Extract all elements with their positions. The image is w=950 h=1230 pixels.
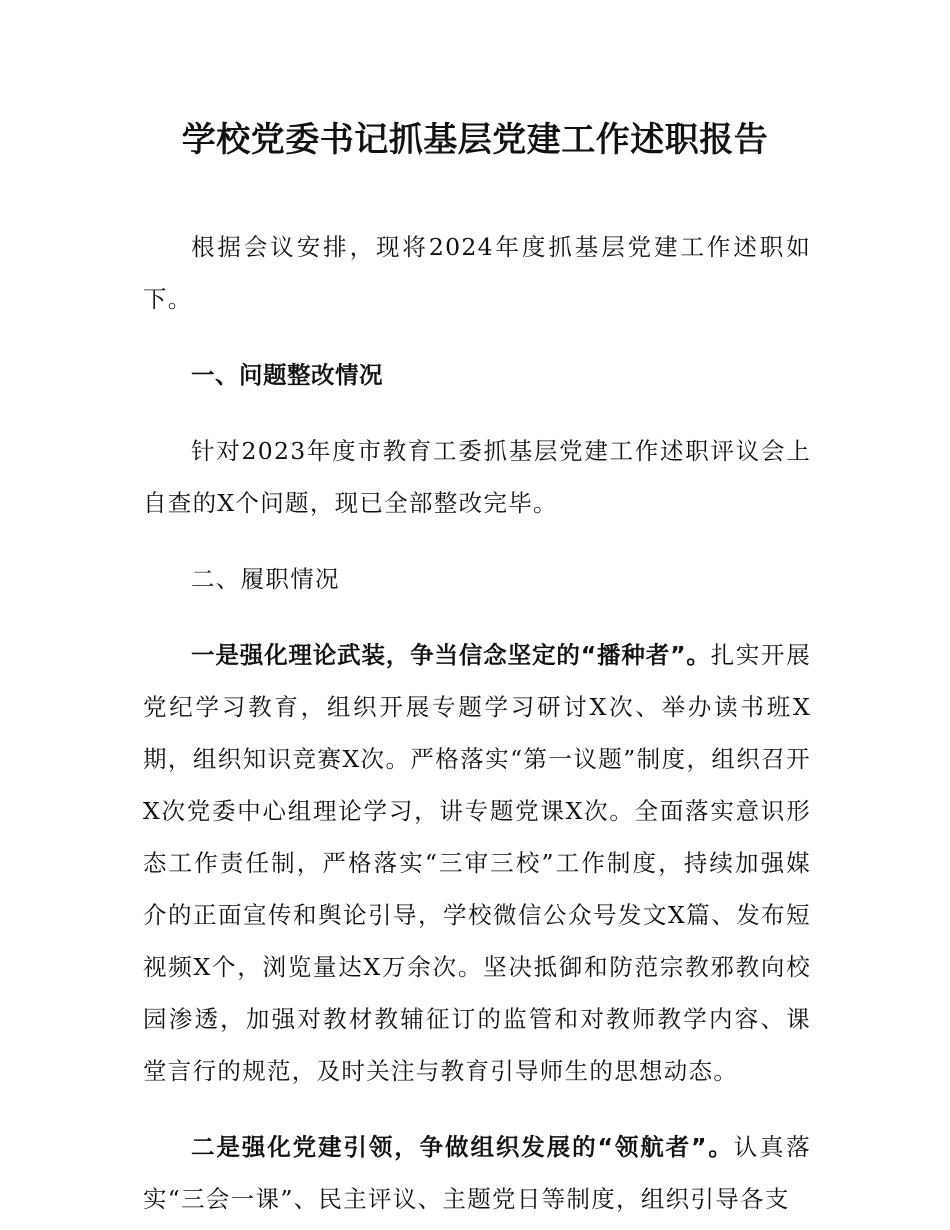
section-2-item-1-text: 扎实开展党纪学习教育，组织开展专题学习研讨X次、举办读书班X期，组织知识竞赛X次。严格落实“第一议题”制度，组织召开X次党委中心组理论学习，讲专题党课X次。全面落实意识形态工作责任制，严格落实“三审三校”工作制度，持续加强媒介的正面宣传和舆论引导，学校微信公众号发文X篇、发布短视频X个，浏览量达X万余次。坚决抵御和防范宗教邪教向校园渗透，加强对教材教辅征订的监管和对教师教学内容、课堂言行的规范，及时关注与教育引导师生的思想动态。	[143, 641, 812, 1085]
document-body	[143, 221, 811, 1225]
section-2-item-1-lead: 一是强化理论武装，争当信念坚定的“播种者”。	[191, 641, 711, 669]
section-1-heading-text: 一、问题整改情况	[191, 361, 383, 389]
section-2-item-2-paragraph	[143, 1121, 811, 1225]
section-1-heading	[143, 349, 811, 401]
section-2-item-2-text: 认真落实“三会一课”、民主评议、主题党日等制度，组织引导各支	[143, 1133, 812, 1213]
section-2-heading	[143, 553, 811, 605]
section-2-item-1-paragraph	[143, 629, 811, 1097]
section-1-paragraph: 针对2023年度市教育工委抓基层党建工作述职评议会上自查的X个问题，现已全部整改完毕。	[143, 437, 811, 517]
intro-paragraph: 根据会议安排，现将2024年度抓基层党建工作述职如下。	[143, 233, 811, 313]
section-2-heading-text: 二、履职情况	[191, 565, 340, 593]
document-title: 学校党委书记抓基层党建工作述职报告	[181, 120, 769, 160]
section-2-item-2-lead: 二是强化党建引领，争做组织发展的“领航者”。	[191, 1133, 734, 1161]
